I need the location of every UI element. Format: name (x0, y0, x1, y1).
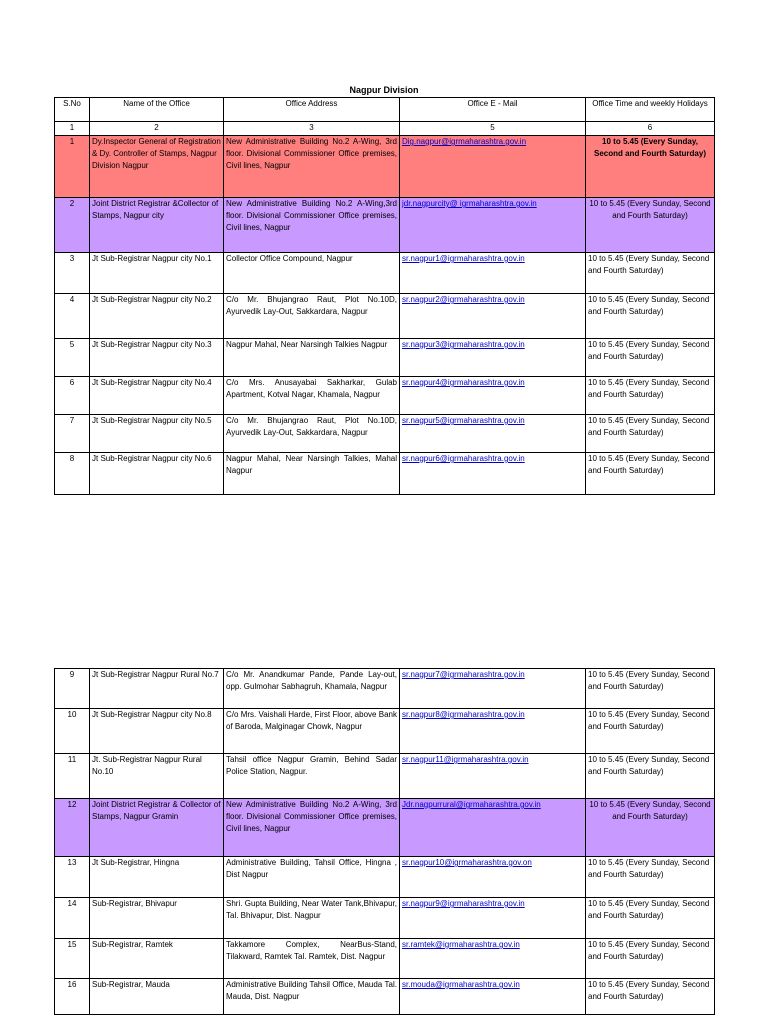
office-name-cell: Sub-Registrar, Bhivapur (90, 898, 224, 939)
email-link[interactable]: Dig.nagpur@igrmaharashtra.gov.in (402, 137, 527, 146)
table-row (55, 253, 715, 294)
office-name-cell: Joint District Registrar & Collector of Stamps, Nagpur Gramin (90, 799, 224, 857)
time-cell: 10 to 5.45 (Every Sunday, Second and Fourth Saturday) (586, 709, 715, 754)
time-cell: 10 to 5.45 (Every Sunday, Second and Fourth Saturday) (586, 136, 715, 198)
email-link[interactable]: sr.nagpur3@igrmaharashtra.gov.in (402, 340, 525, 349)
email-cell (400, 709, 586, 754)
table-row (55, 294, 715, 339)
header-email: Office E - Mail (400, 98, 586, 122)
email-cell (400, 857, 586, 898)
page-title: Nagpur Division (349, 85, 419, 95)
offices-table-part-2 (54, 668, 715, 1015)
email-cell (400, 754, 586, 799)
table-row (55, 415, 715, 453)
sno-cell: 12 (55, 799, 90, 857)
address-cell: C/o Mr. Bhujangrao Raut, Plot No.10D, Ayurvedik Lay-Out, Sakkardara, Nagpur (224, 294, 400, 339)
email-cell (400, 253, 586, 294)
time-cell: 10 to 5.45 (Every Sunday, Second and Fourth Saturday) (586, 294, 715, 339)
header-time: Office Time and weekly Holidays (586, 98, 715, 122)
sno-cell: 7 (55, 415, 90, 453)
address-cell: Shri. Gupta Building, Near Water Tank,Bhivapur, Tal. Bhivapur, Dist. Nagpur (224, 898, 400, 939)
table-row (55, 857, 715, 898)
sno-cell: 10 (55, 709, 90, 754)
office-name-cell: Jt Sub-Registrar Nagpur city No.1 (90, 253, 224, 294)
office-name-cell: Sub-Registrar, Ramtek (90, 939, 224, 979)
address-cell: Nagpur Mahal, Near Narsingh Talkies, Mahal Nagpur (224, 453, 400, 495)
header-address: Office Address (224, 98, 400, 122)
sno-cell: 15 (55, 939, 90, 979)
table-row (55, 709, 715, 754)
address-cell: Collector Office Compound, Nagpur (224, 253, 400, 294)
header-sno: S.No (55, 98, 90, 122)
address-cell: New Administrative Building No.2 A-Wing,3rd floor. Divisional Commissioner Office premises, Civil lines, Nagpur (224, 198, 400, 253)
time-cell: 10 to 5.45 (Every Sunday, Second and Fourth Saturday) (586, 939, 715, 979)
address-cell: Takkamore Complex, NearBus-Stand, Tilakward, Ramtek Tal. Ramtek, Dist. Nagpur (224, 939, 400, 979)
table-row (55, 339, 715, 377)
email-link[interactable]: sr.nagpur2@igrmaharashtra.gov.in (402, 295, 525, 304)
office-name-cell: Jt Sub-Registrar Nagpur city No.5 (90, 415, 224, 453)
table-row (55, 979, 715, 1015)
time-cell: 10 to 5.45 (Every Sunday, Second and Fourth Saturday) (586, 979, 715, 1015)
sno-cell: 14 (55, 898, 90, 939)
email-cell (400, 415, 586, 453)
office-name-cell: Jt Sub-Registrar, Hingna (90, 857, 224, 898)
address-cell: Administrative Building Tahsil Office, Mauda Tal. Mauda, Dist. Nagpur (224, 979, 400, 1015)
sno-cell: 5 (55, 339, 90, 377)
email-cell (400, 799, 586, 857)
email-link[interactable]: sr.nagpur5@igrmaharashtra.gov.in (402, 416, 525, 425)
sno-cell: 4 (55, 294, 90, 339)
time-cell: 10 to 5.45 (Every Sunday, Second and Fourth Saturday) (586, 377, 715, 415)
email-cell (400, 669, 586, 709)
email-link[interactable]: sr.nagpur11@igrmaharashtra.gov.in (402, 755, 529, 764)
address-cell: New Administrative Building No.2 A-Wing, 3rd floor. Divisional Commissioner Office premises, Civil lines, Nagpur (224, 136, 400, 198)
table-row (55, 136, 715, 198)
email-link[interactable]: sr.nagpur6@igrmaharashtra.gov.in (402, 454, 525, 463)
office-name-cell: Jt Sub-Registrar Nagpur Rural No.7 (90, 669, 224, 709)
table-row (55, 377, 715, 415)
email-cell (400, 377, 586, 415)
sno-cell: 16 (55, 979, 90, 1015)
time-cell: 10 to 5.45 (Every Sunday, Second and Fourth Saturday) (586, 898, 715, 939)
header-name: Name of the Office (90, 98, 224, 122)
time-cell: 10 to 5.45 (Every Sunday, Second and Fourth Saturday) (586, 415, 715, 453)
sno-cell: 3 (55, 253, 90, 294)
office-name-cell: Jt Sub-Registrar Nagpur city No.8 (90, 709, 224, 754)
table-row (55, 939, 715, 979)
column-number: 3 (224, 122, 400, 136)
address-cell: Nagpur Mahal, Near Narsingh Talkies Nagpur (224, 339, 400, 377)
table-row (55, 198, 715, 253)
table-row (55, 799, 715, 857)
email-link[interactable]: sr.mouda@igrmaharashtra.gov.in (402, 980, 520, 989)
table-row (55, 754, 715, 799)
email-link[interactable]: Jdr.nagpurrural@igrmaharashtra.gov.in (402, 800, 541, 809)
address-cell: C/o Mr. Anandkumar Pande, Pande Lay-out, opp. Gulmohar Sabhagruh, Khamala, Nagpur (224, 669, 400, 709)
address-cell: Administrative Building, Tahsil Office, Hingna , Dist Nagpur (224, 857, 400, 898)
email-link[interactable]: sr.nagpur9@igrmaharashtra.gov.in (402, 899, 525, 908)
table-row (55, 453, 715, 495)
email-link[interactable]: sr.nagpur7@igrmaharashtra.gov.in (402, 670, 525, 679)
office-name-cell: Joint District Registrar &Collector of Stamps, Nagpur city (90, 198, 224, 253)
header-row (55, 98, 715, 122)
office-name-cell: Jt Sub-Registrar Nagpur city No.6 (90, 453, 224, 495)
office-name-cell: Jt Sub-Registrar Nagpur city No.2 (90, 294, 224, 339)
office-name-cell: Sub-Registrar, Mauda (90, 979, 224, 1015)
time-cell: 10 to 5.45 (Every Sunday, Second and Fourth Saturday) (586, 253, 715, 294)
email-link[interactable]: sr.nagpur1@igrmaharashtra.gov.in (402, 254, 525, 263)
sno-cell: 1 (55, 136, 90, 198)
column-number: 1 (55, 122, 90, 136)
address-cell: Tahsil office Nagpur Gramin, Behind Sadar Police Station, Nagpur. (224, 754, 400, 799)
time-cell: 10 to 5.45 (Every Sunday, Second and Fourth Saturday) (586, 754, 715, 799)
sno-cell: 11 (55, 754, 90, 799)
address-cell: C/o Mrs. Anusayabai Sakharkar, Gulab Apartment, Kotval Nagar, Khamala, Nagpur (224, 377, 400, 415)
email-cell (400, 136, 586, 198)
email-cell (400, 453, 586, 495)
time-cell: 10 to 5.45 (Every Sunday, Second and Fourth Saturday) (586, 453, 715, 495)
email-link[interactable]: sr.nagpur10@igrmaharashtra.gov.on (402, 858, 532, 867)
time-cell: 10 to 5.45 (Every Sunday, Second and Fourth Saturday) (586, 198, 715, 253)
office-name-cell: Jt. Sub-Registrar Nagpur Rural No.10 (90, 754, 224, 799)
time-cell: 10 to 5.45 (Every Sunday, Second and Fourth Saturday) (586, 669, 715, 709)
email-cell (400, 979, 586, 1015)
office-name-cell: Jt Sub-Registrar Nagpur city No.4 (90, 377, 224, 415)
email-cell (400, 339, 586, 377)
offices-table-part-1 (54, 97, 715, 495)
email-cell (400, 294, 586, 339)
email-link[interactable]: sr.nagpur8@igrmaharashtra.gov.in (402, 710, 525, 719)
column-number: 2 (90, 122, 224, 136)
column-number-row (55, 122, 715, 136)
sno-cell: 2 (55, 198, 90, 253)
email-link[interactable]: sr.ramtek@igrmaharashtra.gov.in (402, 940, 520, 949)
time-cell: 10 to 5.45 (Every Sunday, Second and Fourth Saturday) (586, 799, 715, 857)
sno-cell: 13 (55, 857, 90, 898)
address-cell: New Administrative Building No.2 A-Wing, 3rd floor. Divisional Commissioner Office premises, Civil lines, Nagpur (224, 799, 400, 857)
office-name-cell: Jt Sub-Registrar Nagpur city No.3 (90, 339, 224, 377)
email-cell (400, 198, 586, 253)
email-cell (400, 939, 586, 979)
sno-cell: 8 (55, 453, 90, 495)
address-cell: C/o Mr. Bhujangrao Raut, Plot No.10D, Ayurvedik Lay-Out, Sakkardara, Nagpur (224, 415, 400, 453)
time-cell: 10 to 5.45 (Every Sunday, Second and Fourth Saturday) (586, 857, 715, 898)
sno-cell: 9 (55, 669, 90, 709)
column-number: 5 (400, 122, 586, 136)
email-link[interactable]: sr.nagpur4@igrmaharashtra.gov.in (402, 378, 525, 387)
address-cell: C/o Mrs. Vaishali Harde, First Floor, above Bank of Baroda, Malginagar Chowk, Nagpur (224, 709, 400, 754)
table-row (55, 898, 715, 939)
email-link[interactable]: jdr.nagpurcity@ igrmaharashtra.gov.in (402, 199, 537, 208)
column-number: 6 (586, 122, 715, 136)
sno-cell: 6 (55, 377, 90, 415)
table-row (55, 669, 715, 709)
email-cell (400, 898, 586, 939)
time-cell: 10 to 5.45 (Every Sunday, Second and Fourth Saturday) (586, 339, 715, 377)
office-name-cell: Dy.Inspector General of Registration & Dy. Controller of Stamps, Nagpur Division Nagpur (90, 136, 224, 198)
